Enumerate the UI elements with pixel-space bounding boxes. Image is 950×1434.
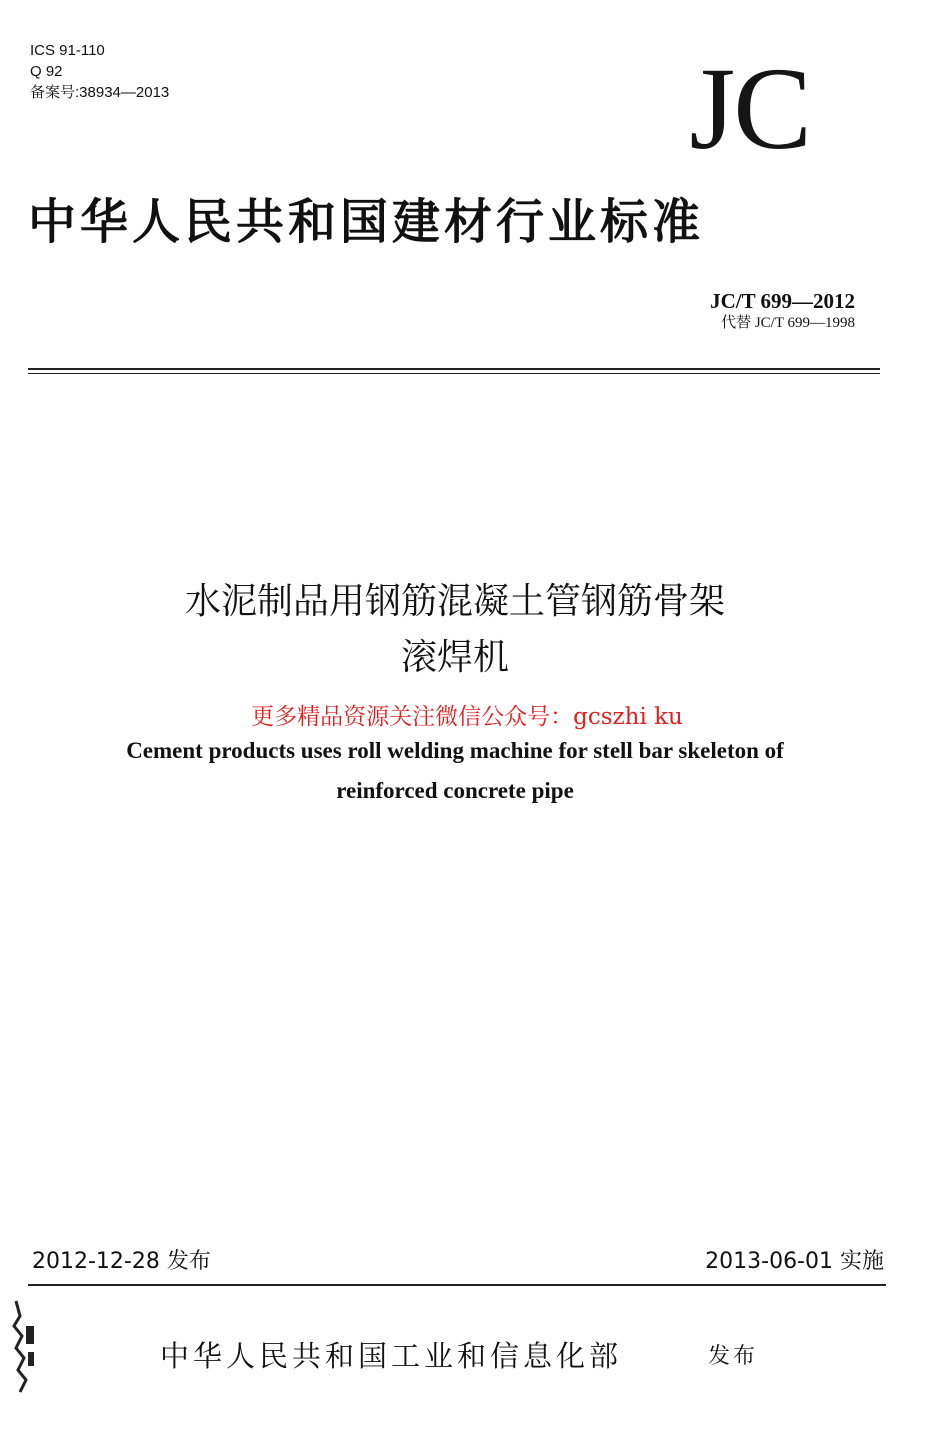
promo-text: 更多精品资源关注微信公众号：gcszhi ku — [251, 704, 683, 730]
title-cn-line1: 水泥制品用钢筋混凝土管钢筋骨架 — [184, 581, 725, 622]
title-cn-line2: 滚焊机 — [400, 637, 509, 678]
standard-code-block — [710, 289, 855, 333]
ics-code: ICS 91-110 — [30, 42, 105, 59]
replaces-standard: 代替 JC/T 699—1998 — [721, 315, 855, 331]
footer-divider — [28, 1284, 886, 1286]
class-code: Q 92 — [30, 63, 63, 80]
title-en-line2: reinforced concrete pipe — [336, 778, 574, 803]
standard-number: JC/T 699—2012 — [710, 289, 855, 313]
scan-edge-mark — [6, 1296, 46, 1396]
filing-number: 备案号:38934—2013 — [30, 84, 170, 101]
jc-logo: JC — [689, 43, 810, 174]
classification-block — [30, 40, 169, 103]
publisher-suffix: 发布 — [708, 1344, 759, 1369]
header-divider-thin — [28, 373, 880, 374]
standard-category: 中华人民共和国建材行业标准 — [28, 194, 705, 250]
effective-date: 2013-06-01 实施 — [705, 1249, 884, 1274]
issue-date: 2012-12-28 发布 — [32, 1249, 211, 1274]
title-en-line1: Cement products uses roll welding machine for stell bar skeleton of — [126, 738, 784, 763]
header-divider — [28, 368, 880, 370]
publisher-name: 中华人民共和国工业和信息化部 — [160, 1339, 623, 1373]
